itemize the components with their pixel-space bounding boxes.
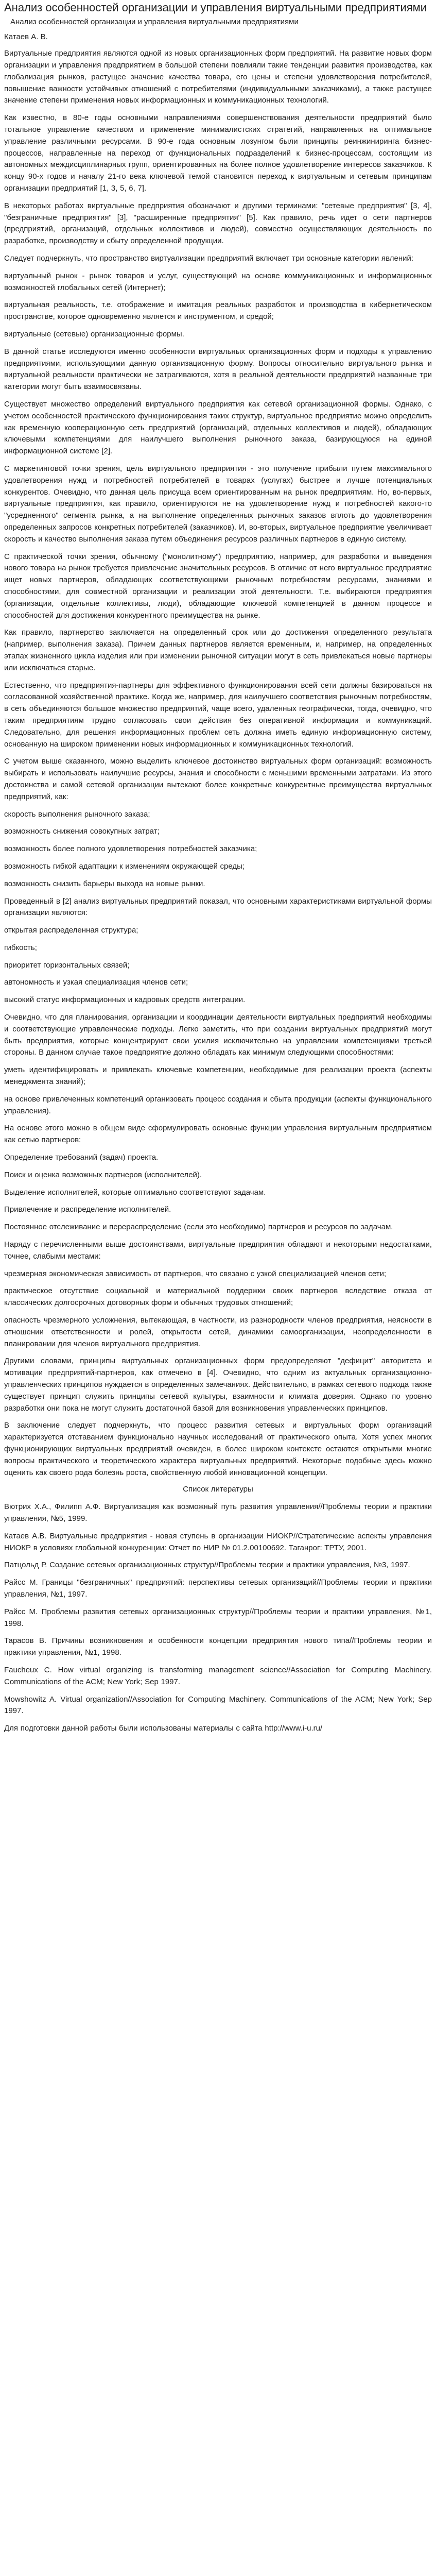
article-paragraph: виртуальная реальность, т.е. отображение и имитация реальных разработок и производства в кибернетическом пространстве, которое одновременно является и инструментом, и средой; — [4, 300, 432, 321]
article-paragraph: гибкость; — [4, 943, 37, 952]
article-paragraph: приоритет горизонтальных связей; — [4, 960, 130, 970]
article-paragraph: Поиск и оценка возможных партнеров (исполнителей). — [4, 1170, 202, 1179]
article-title: Анализ особенностей организации и управления виртуальными предприятиями — [4, 1, 427, 14]
article-paragraph: В заключение следует подчеркнуть, что процесс развития сетевых и виртуальных форм организаций характеризуется отставанием функционально научных исследований от практического опыта. Хотя успех многих функционирующих виртуальных предприятий очевиден, в более широком контексте остаются открытыми многие вопросы практического и теоретического характера виртуальных предприятий. Некоторые подобные здесь можно оценить как своего рода болезнь роста, свойственную любой инновационной концепции. — [4, 1421, 432, 1477]
bibliography-list — [4, 1501, 432, 1735]
reference-item: Faucheux C. How virtual organizing is transforming management science//Association for Computing Machinery. Communications of the ACM; New York; Sep 1997. — [4, 1665, 432, 1686]
reference-item: Тарасов В. Причины возникновения и особенности концепции предприятия нового типа//Проблемы теории и практики управления, №1, 1998. — [4, 1636, 432, 1657]
article-paragraph: С практической точки зрения, обычному ("монолитному") предприятию, например, для разработки и выведения нового товара на рынок требуется привлечение значительных ресурсов. В отличие от него виртуальное предприятие ищет новых партнеров, обладающих соответствующими рыночным потребностям ресурсами, знаниями и способностями, для совместной организации и реализации этой деятельности. Т.е. выбираются предприятия (организации, отдельные коллективы, люди), обладающие ключевой компетенцией в данном процессе и способностей для достижения конкурентного преимущества на рынке. — [4, 552, 432, 620]
article-paragraph: высокий статус информационных и кадровых средств интеграции. — [4, 995, 246, 1005]
article-paragraph: Проведенный в [2] анализ виртуальных предприятий показал, что основными характеристиками виртуальной формы организации являются: — [4, 896, 432, 918]
reference-item: Для подготовки данной работы были использованы материалы с сайта http://www.i-u.ru/ — [4, 1724, 323, 1733]
article-subtitle: Анализ особенностей организации и управления виртуальными предприятиями — [10, 18, 299, 27]
article-paragraph: Выделение исполнителей, которые оптимально соответствуют задачам. — [4, 1188, 266, 1197]
article-paragraph: автономность и узкая специализация членов сети; — [4, 978, 188, 987]
reference-item: Катаев А.В. Виртуальные предприятия - новая ступень в организации НИОКР//Стратегические аспекты управления НИОКР в условиях глобальной конкуренции: Отчет по НИР № 01.2.00100692. Таганрог: ТРТУ, 2001. — [4, 1531, 432, 1552]
article-paragraph: В некоторых работах виртуальные предприятия обозначают и другими терминами: "сетевые предприятия" [3, 4], "безграничные предприятия" [3], "расширенные предприятия" [5]. Как правило, речь идет о сети партнеров (предприятий, организаций, отдельных коллективов и людей), совместно осуществляющих деятельность по разработке, производству и сбыту определенной продукции. — [4, 201, 432, 246]
article-paragraph: Существует множество определений виртуального предприятия как сетевой организационной формы. Однако, с учетом особенностей практического функционирования таких структур, виртуальное предприятие можно определить как временную кооперационную сеть предприятий (организаций, отдельных коллективов и людей), обладающих ключевыми компетенциями для наилучшего выполнения рыночного заказа, базирующуюся на единой информационной системе [2]. — [4, 400, 432, 456]
reference-item: Патцольд Р. Создание сетевых организационных структур//Проблемы теории и практики управления, №3, 1997. — [4, 1561, 410, 1570]
article-paragraph: Естественно, что предприятия-партнеры для эффективного функционирования всей сети должны базироваться на согласованной хозяйственной практике. Когда же, например, для наилучшего соответствия рыночным потребностям, в сеть объединяются большое множество предприятий, чаще всего, удаленных географически, тогда, очевидно, что таким предприятиям трудно согласовать свои действия без оперативной информации и коммуникаций. Следовательно, для решения информационных проблем сеть должна иметь единую информационную систему, основанную на широком применении новых информационных и коммуникационных технологий. — [4, 681, 432, 749]
article-paragraph: возможность снизить барьеры выхода на новые рынки. — [4, 879, 205, 888]
article-paragraph: практическое отсутствие социальной и материальной поддержки своих партнеров вследствие отказа от классических долгосрочных договорных форм и обычных трудовых отношений; — [4, 1286, 432, 1308]
article-paragraph: открытая распределенная структура; — [4, 926, 138, 935]
reference-item: Вютрих Х.А., Филипп А.Ф. Виртуализация как возможный путь развития управления//Проблемы теории и практики управления, №5, 1999. — [4, 1502, 432, 1523]
article-paragraph: Определение требований (задач) проекта. — [4, 1153, 159, 1162]
article-paragraph: скорость выполнения рыночного заказа; — [4, 809, 150, 819]
article-paragraph: опасность чрезмерного усложнения, вытекающая, в частности, из разнородности членов предприятия, неясности в отношении ответственности и ролей, открытости сетей, динамики самоорганизации, неопределенности в планировании для членов виртуального предприятия. — [4, 1316, 432, 1348]
article-body — [4, 48, 432, 1479]
article-paragraph: уметь идентифицировать и привлекать ключевые компетенции, необходимые для реализации проекта (аспекты менеджмента знаний); — [4, 1065, 432, 1087]
article-paragraph: Другими словами, принципы виртуальных организационных форм предопределяют "дефицит" авторитета и мотивации предприятий-партнеров, как отмечено в [4]. Очевидно, что одним из актуальных организационно-управленческих принципов нуждается в определенных замечаниях. Действительно, в рамках сетевого подхода также существует принцип служить принципы сетевой культуры, взаимности и климата доверия. Однако по уровню разработки они пока не могут служить достаточной базой для возникновения управленческих принципов. — [4, 1357, 432, 1413]
article-paragraph: Виртуальные предприятия являются одной из новых организационных форм предприятий. На развитие новых форм организации и управления предприятием в большой степени повлияли такие тенденции развития производства, как глобализация рынков, растущее значение качества товара, его цены и степени удовлетворения потребителей, повышение важности устойчивых отношений с потребителями (индивидуальными заказчиками), а также растущее значение степени применения новых информационных и коммуникационных технологий. — [4, 49, 432, 105]
reference-item: Райсс М. Границы "безграничных" предприятий: перспективы сетевых организаций//Проблемы теории и практики управления, №1, 1997. — [4, 1578, 432, 1599]
bibliography-title: Список литературы — [183, 1485, 253, 1494]
article-paragraph: чрезмерная экономическая зависимость от партнеров, что связано с узкой специализацией членов сети; — [4, 1269, 387, 1278]
article-paragraph: на основе привлеченных компетенций организовать процесс создания и сбыта продукции (аспекты функционального управления). — [4, 1094, 432, 1115]
article-paragraph: возможность гибкой адаптации к изменениям окружающей среды; — [4, 861, 245, 871]
article-paragraph: Как известно, в 80-е годы основными направлениями совершенствования деятельности предприятий было тотальное управление качеством и применение минималистских стратегий, направленных на оптимальное управление различными ресурсами. В 90-е года основным лозунгом были принципы реинжиниринга бизнес-процессов, направленные на переход от функциональных подразделений к бизнес-процессам, состоящим из автономных междисциплинарных групп, ориентированных на более полное удовлетворение интересов заказчиков. К концу 90-х годов и началу 21-го века ключевой темой становится переход к виртуальным и сетевым принципам организации предприятий [1, 3, 5, 6, 7]. — [4, 113, 432, 193]
reference-item: Райсс М. Проблемы развития сетевых организационных структур//Проблемы теории и практики управления, №1, 1998. — [4, 1607, 432, 1628]
article-paragraph: виртуальный рынок - рынок товаров и услуг, существующий на основе коммуникационных и информационных возможностей глобальных сетей (Интернет); — [4, 271, 432, 292]
article-paragraph: Очевидно, что для планирования, организации и координации деятельности виртуальных предприятий необходимы и соответствующие управленческие подходы. Легко заметить, что при создании виртуальных предприятий могут быть предприятия, которые концентрируют свои усилия исключительно на управлении компетенциями третьей стороны. В данном случае такое предприятие должно обладать как минимум следующими способностями: — [4, 1013, 432, 1057]
article-paragraph: Следует подчеркнуть, что пространство виртуализации предприятий включает три основные категории явлений: — [4, 254, 414, 263]
article-paragraph: виртуальные (сетевые) организационные формы. — [4, 330, 184, 339]
article-paragraph: С маркетинговой точки зрения, цель виртуального предприятия - это получение прибыли путем максимального удовлетворения нужд и потребностей потребителей в товарах (услугах) быстрее и лучше потенциальных конкурентов. Очевидно, что данная цель присуща всем ориентированным на рынок предприятиям. Но, во-первых, виртуальные предприятия, как правило, ориентируются не на удовлетворение нужд и потребностей какого-то "усредненного" сегмента рынка, а на выполнение определенных рыночных заказов вплоть до удовлетворения определенных запросов конкретных потребителей (заказчиков). И, во-вторых, виртуальное предприятие увеличивает скорость и качество выполнения заказа путем объединения ресурсов различных партнеров в единую систему. — [4, 464, 432, 544]
article-author: Катаев А. В. — [4, 32, 48, 42]
article-paragraph: Привлечение и распределение исполнителей. — [4, 1205, 171, 1214]
article-paragraph: С учетом выше сказанного, можно выделить ключевое достоинство виртуальных форм организаций: возможность выбирать и использовать наилучшие ресурсы, знания и способности с меньшими временными затратами. Из этого достоинства и самой сетевой организации вытекают более конкретные конкурентные преимущества виртуальных предприятий, как: — [4, 757, 432, 801]
article-paragraph: Как правило, партнерство заключается на определенный срок или до достижения определенного результата (например, выполнения заказа). Причем данных партнеров является временным, и, например, на определенных этапах жизненного цикла изделия или при изменении рыночной ситуации могут в сеть привлекаться новые партнеры или исключаться старые. — [4, 628, 432, 672]
article-paragraph: возможность снижения совокупных затрат; — [4, 827, 160, 836]
article-paragraph: Наряду с перечисленными выше достоинствами, виртуальные предприятия обладают и некоторыми недостатками, точнее, слабыми местами: — [4, 1240, 432, 1261]
article-paragraph: На основе этого можно в общем виде сформулировать основные функции управления виртуальным предприятием как сетью партнеров: — [4, 1124, 432, 1145]
article-paragraph: возможность более полного удовлетворения потребностей заказчика; — [4, 844, 257, 854]
article-paragraph: Постоянное отслеживание и перераспределение (если это необходимо) партнеров и ресурсов по задачам. — [4, 1223, 393, 1232]
reference-item: Mowshowitz A. Virtual organization//Association for Computing Machinery. Communications of the ACM; New York; Sep 1997. — [4, 1694, 432, 1716]
article-paragraph: В данной статье исследуются именно особенности виртуальных организационных форм и подходы к управлению предприятиями, использующими данную организационную форму. Вопросы относительно виртуального рынка и виртуальной реальности практически не затрагиваются, хотя в реальной деятельности предприятий названные три категории могут быть взаимосвязаны. — [4, 347, 432, 392]
